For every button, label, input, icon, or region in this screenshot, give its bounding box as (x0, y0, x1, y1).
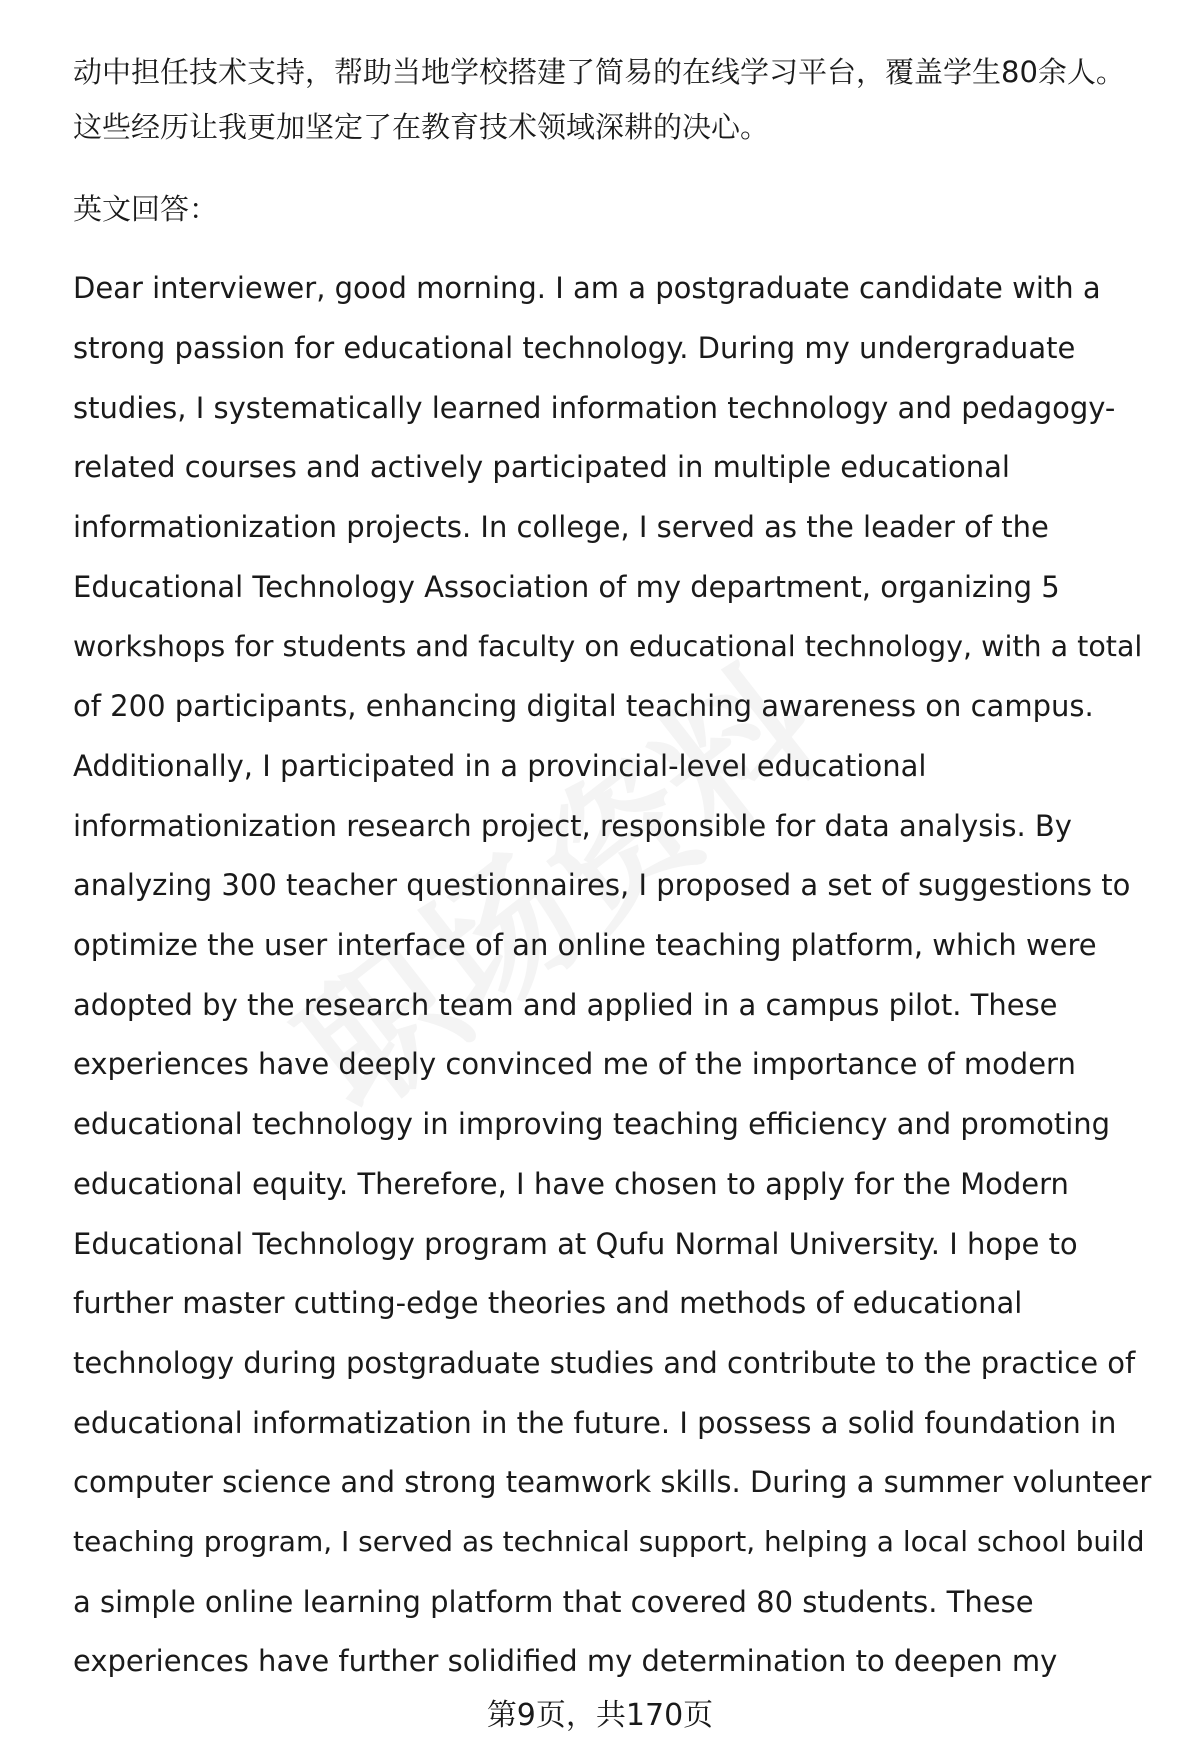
text-line: studies, I systematically learned information technology and pedagogy- (73, 391, 1116, 425)
text-line: 动中担任技术支持，帮助当地学校搭建了简易的在线学习平台，覆盖学生80余人。 (73, 55, 1125, 89)
text-line: Educational Technology program at Qufu Normal University. I hope to (73, 1227, 1078, 1261)
text-line: further master cutting-edge theories and methods of educational (73, 1286, 1023, 1320)
text-line: of 200 participants, enhancing digital teaching awareness on campus. (73, 689, 1094, 723)
text-line: educational equity. Therefore, I have chosen to apply for the Modern (73, 1167, 1069, 1201)
text-line: educational informatization in the future. I possess a solid foundation in (73, 1406, 1117, 1440)
text-line: informationization research project, responsible for data analysis. By (73, 809, 1072, 843)
section-heading: 英文回答： (73, 192, 219, 226)
text-line: strong passion for educational technology. During my undergraduate (73, 331, 1076, 365)
text-line: optimize the user interface of an online teaching platform, which were (73, 928, 1097, 962)
text-line: experiences have further solidified my determination to deepen my (73, 1644, 1058, 1678)
text-line: analyzing 300 teacher questionnaires, I proposed a set of suggestions to (73, 868, 1131, 902)
text-line: workshops for students and faculty on educational technology, with a total (73, 630, 1143, 663)
text-line: 这些经历让我更加坚定了在教育技术领域深耕的决心。 (73, 110, 770, 144)
text-line: educational technology in improving teaching efficiency and promoting (73, 1107, 1111, 1141)
text-line: adopted by the research team and applied in a campus pilot. These (73, 988, 1058, 1022)
text-line: computer science and strong teamwork skills. During a summer volunteer (73, 1465, 1152, 1499)
text-line: a simple online learning platform that covered 80 students. These (73, 1585, 1034, 1619)
text-line: Educational Technology Association of my department, organizing 5 (73, 570, 1060, 604)
text-line: informationization projects. In college, I served as the leader of the (73, 510, 1049, 544)
page-number: 第9页，共170页 (486, 1698, 714, 1733)
text-line: Dear interviewer, good morning. I am a postgraduate candidate with a (73, 271, 1101, 305)
text-line: experiences have deeply convinced me of the importance of modern (73, 1047, 1076, 1081)
text-line: related courses and actively participated in multiple educational (73, 450, 1010, 484)
text-line: technology during postgraduate studies and contribute to the practice of (73, 1346, 1136, 1380)
text-line: Additionally, I participated in a provincial-level educational (73, 749, 927, 783)
text-line: teaching program, I served as technical support, helping a local school build (73, 1525, 1145, 1558)
